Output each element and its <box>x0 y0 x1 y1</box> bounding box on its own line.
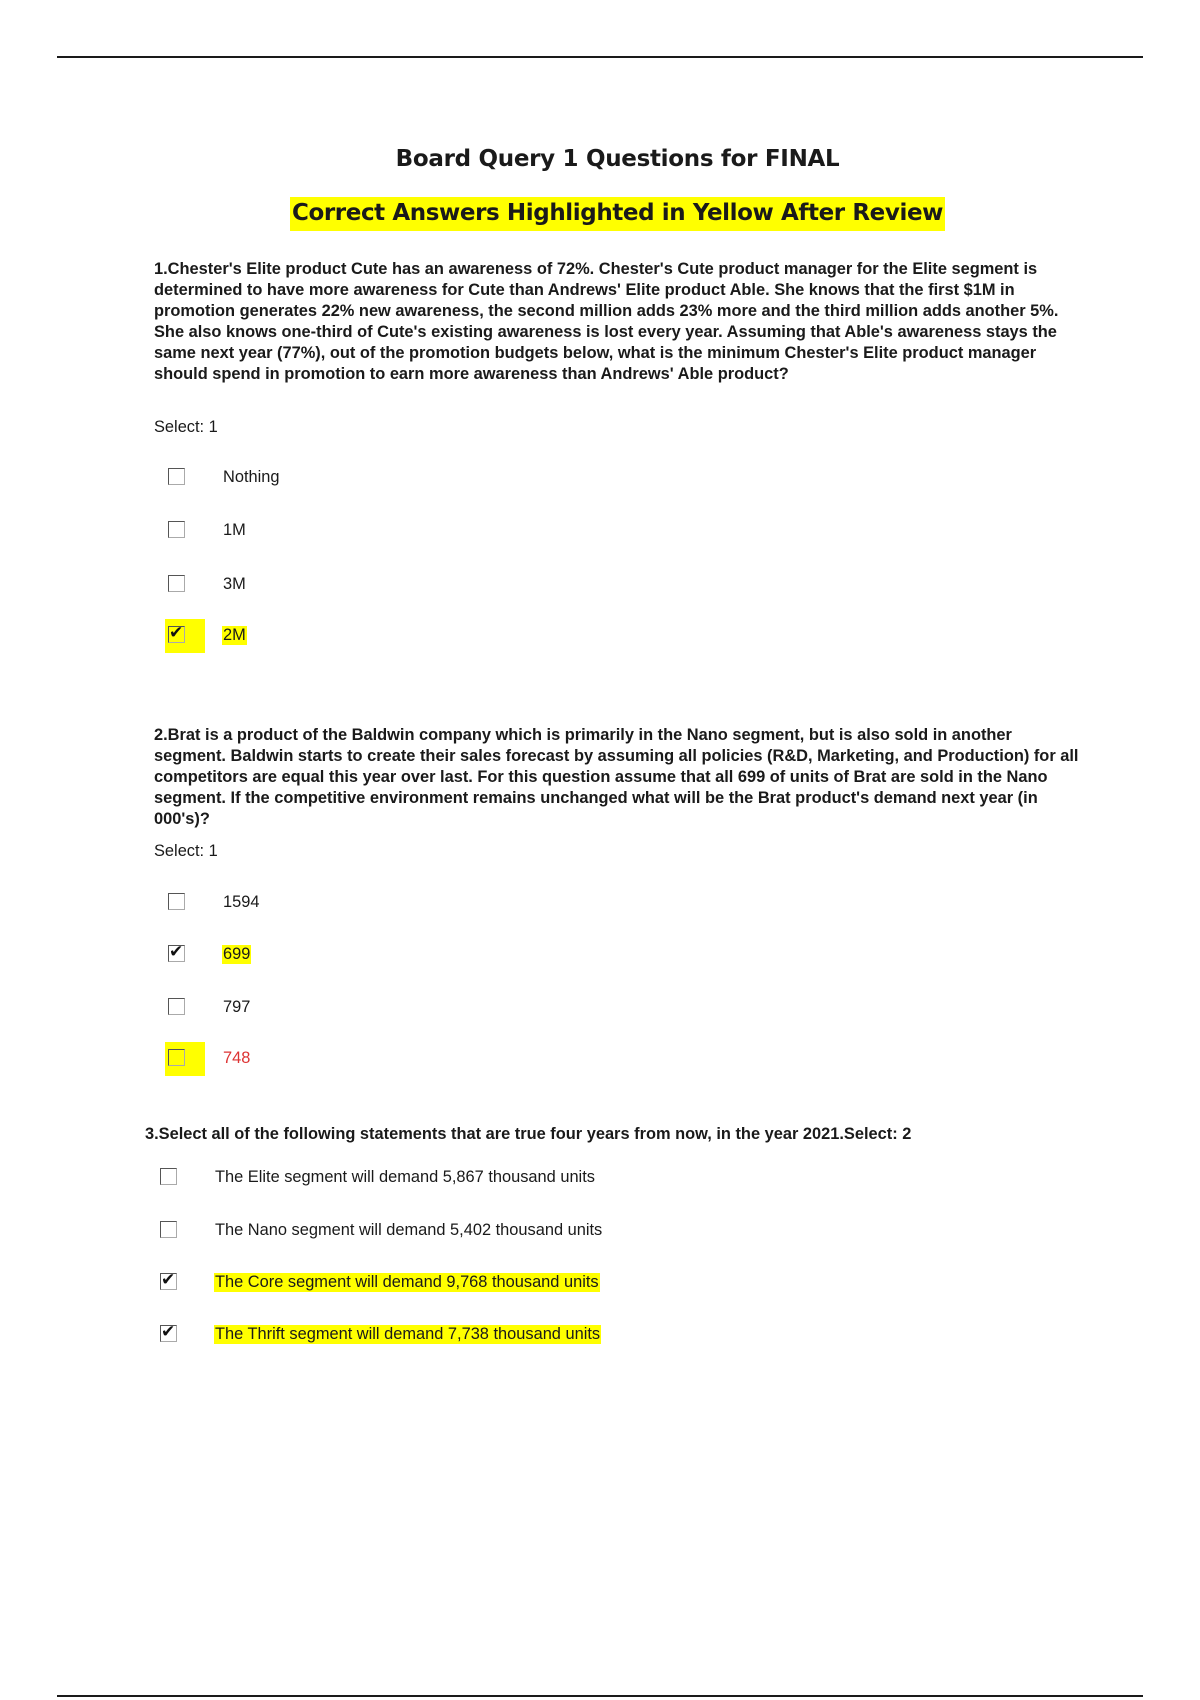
checkbox-wrapper <box>157 1214 197 1248</box>
checkbox-wrapper <box>165 568 205 602</box>
checkmark-icon: ✔ <box>169 942 184 962</box>
option-label: The Nano segment will demand 5,402 thousand units <box>215 1221 603 1239</box>
page-title: Board Query 1 Questions for FINAL <box>395 146 840 172</box>
checkbox-icon[interactable] <box>168 521 185 538</box>
question-2-text: 2.Brat is a product of the Baldwin company which is primarily in the Nano segment, but is also sold in another segment. Baldwin starts to create their sales forecast by assuming all policies (R&D, Marketing, and Production) for all competitors are equal this year over last. For this question assume that all 699 of units of Brat are sold in the Nano segment. If the competitive environment remains unchanged what will be the Brat product's demand next year (in 000's)? <box>154 726 1079 828</box>
checkmark-icon: ✔ <box>161 1322 176 1342</box>
checkbox-icon[interactable] <box>168 575 185 592</box>
checkbox-icon[interactable] <box>168 1049 185 1066</box>
checkbox-icon[interactable] <box>160 1221 177 1238</box>
option-label-correct: 2M <box>223 626 246 644</box>
option-label-correct: 699 <box>223 945 251 963</box>
option-label-correct: The Core segment will demand 9,768 thousand units <box>215 1273 599 1291</box>
option-label: The Elite segment will demand 5,867 thousand units <box>215 1168 595 1186</box>
checkbox-wrapper <box>157 1318 197 1352</box>
checkbox-wrapper <box>157 1161 197 1195</box>
question-1-select: Select: 1 <box>154 418 218 436</box>
question-3-text: 3.Select all of the following statements that are true four years from now, in the year 2021.Select: 2 <box>145 1125 912 1143</box>
question-2-select: Select: 1 <box>154 842 218 860</box>
option-label-correct: The Thrift segment will demand 7,738 thousand units <box>215 1325 601 1343</box>
option-label: 1M <box>223 521 246 539</box>
checkbox-wrapper <box>165 514 205 548</box>
checkbox-wrapper <box>165 991 205 1025</box>
option-label: 1594 <box>223 893 260 911</box>
checkbox-icon[interactable] <box>160 1168 177 1185</box>
checkbox-icon[interactable] <box>160 1270 177 1290</box>
checkbox-icon[interactable] <box>168 468 185 485</box>
checkbox-wrapper <box>165 461 205 495</box>
question-1-text: 1.Chester's Elite product Cute has an awareness of 72%. Chester's Cute product manager for the Elite segment is determined to have more awareness for Cute than Andrews' Elite product Able. She knows that the first $1M in promotion generates 22% new awareness, the second million adds 23% more and the third million adds another 5%. She also knows one-third of Cute's existing awareness is lost every year. Assuming that Able's awareness stays the same next year (77%), out of the promotion budgets below, what is the minimum Chester's Elite product manager should spend in promotion to earn more awareness than Andrews' Able product? <box>154 260 1059 383</box>
checkbox-wrapper <box>157 1266 197 1300</box>
subtitle-wrapper <box>0 197 1200 231</box>
page-subtitle: Correct Answers Highlighted in Yellow After Review <box>290 197 945 231</box>
option-label: 3M <box>223 575 246 593</box>
checkmark-icon: ✔ <box>161 1270 176 1290</box>
checkbox-icon[interactable] <box>160 1322 177 1342</box>
checkbox-wrapper <box>165 886 205 920</box>
checkbox-icon[interactable] <box>168 623 185 643</box>
top-rule <box>57 56 1143 58</box>
checkbox-highlight <box>165 619 205 653</box>
option-label: Nothing <box>223 468 280 486</box>
checkbox-icon[interactable] <box>168 893 185 910</box>
option-label: 797 <box>223 998 251 1016</box>
checkmark-icon: ✔ <box>169 623 184 643</box>
bottom-rule <box>57 1695 1143 1697</box>
checkbox-wrapper <box>165 938 205 972</box>
option-label-wrong: 748 <box>223 1049 251 1067</box>
checkbox-icon[interactable] <box>168 942 185 962</box>
checkbox-highlight <box>165 1042 205 1076</box>
checkbox-icon[interactable] <box>168 998 185 1015</box>
